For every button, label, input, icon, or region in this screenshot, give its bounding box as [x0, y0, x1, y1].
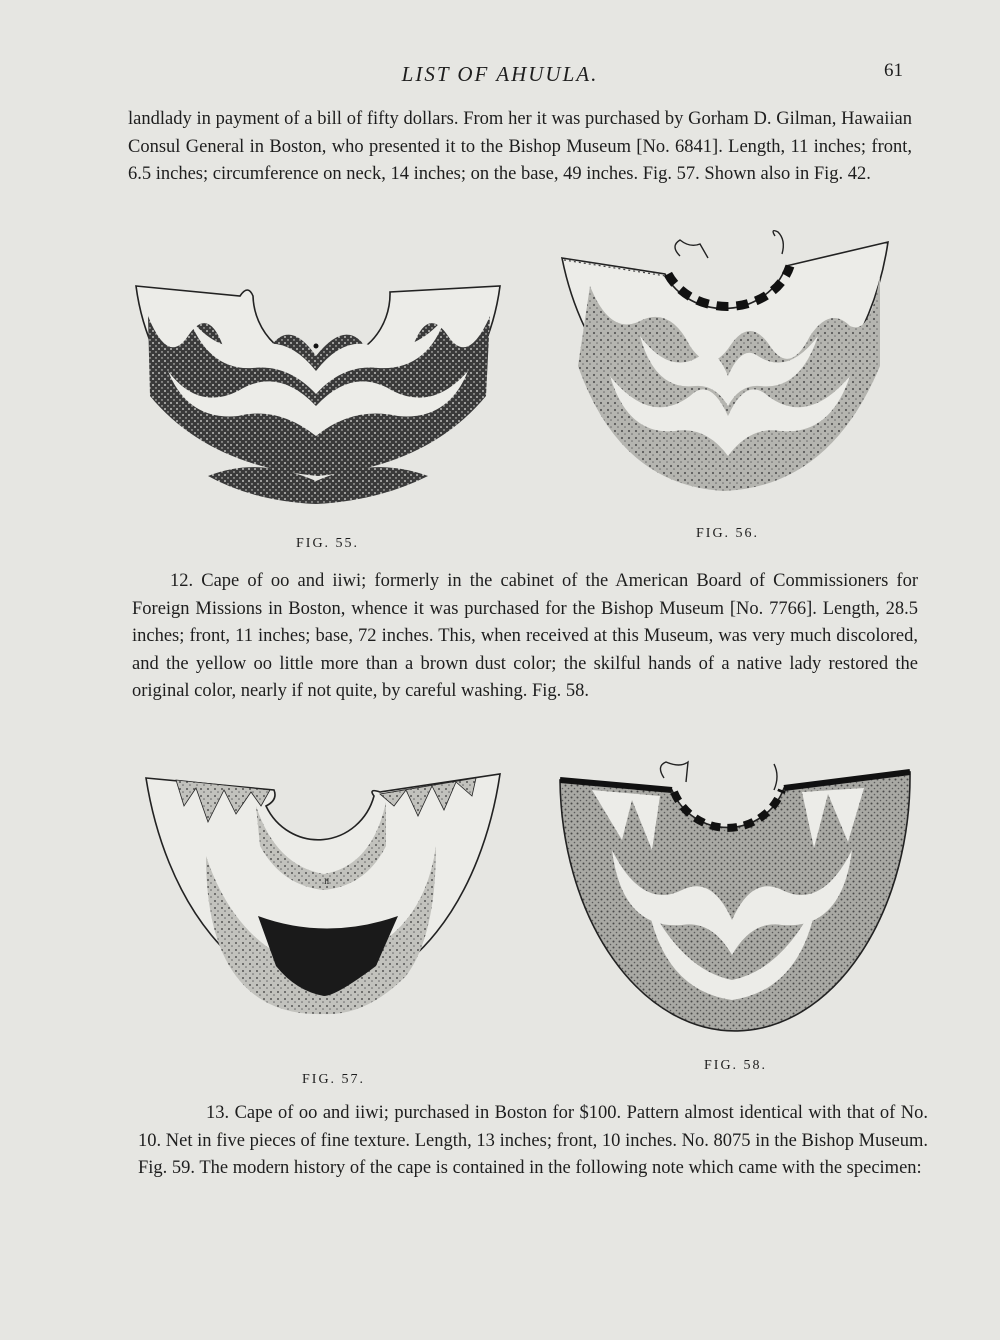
paragraph-item-12: 12. Cape of oo and iiwi; formerly in the cabinet of the American Board of Commissioners for Foreign Missions in Boston, whence it was purchased for the Bishop Museum [No. 7766]. Length, 28.5 inches; front, 11 inches; base, 72 inches. This, when received at this Museum, was very much discolored, and the yellow oo little more than a brown dust color; the skilful hands of a native lady restored the original color, nearly if not quite, by careful washing. Fig. 58. [132, 571, 918, 701]
paragraph-item-13: 13. Cape of oo and iiwi; purchased in Boston for $100. Pattern almost identical with that of No. 10. Net in five pieces of fine texture. Length, 13 inches; front, 10 inches. No. 8075 in the Bishop Museum. Fig. 59. The modern history of the cape is contained in the following note which came with the specimen: [138, 1103, 928, 1178]
figure-55-cape-drawing [128, 276, 508, 516]
page-number: 61 [884, 60, 903, 81]
figure-57-cape-drawing [136, 766, 512, 1066]
figure-56-cape-drawing [550, 226, 912, 506]
figure-56-caption: FIG. 56. [696, 526, 760, 541]
paragraph-continuation: landlady in payment of a bill of fifty dollars. From her it was purchased by Gorham D. Gilman, Hawaiian Consul General in Boston, who presented it to the Bishop Museum [No. 6841]. Length, 11 inches; front, 6.5 inches; circumference on neck, 14 inches; on the base, 49 inches. Fig. 57. Shown also in Fig. 42. [128, 109, 912, 184]
running-title: LIST OF AHUULA. [401, 62, 599, 86]
figure-57-caption: FIG. 57. [302, 1072, 366, 1087]
figure-55-caption: FIG. 55. [296, 536, 360, 551]
figure-58-cape-drawing [552, 760, 916, 1040]
figure-57-inner-label: II [324, 877, 330, 886]
figure-58-caption: FIG. 58. [704, 1058, 768, 1073]
